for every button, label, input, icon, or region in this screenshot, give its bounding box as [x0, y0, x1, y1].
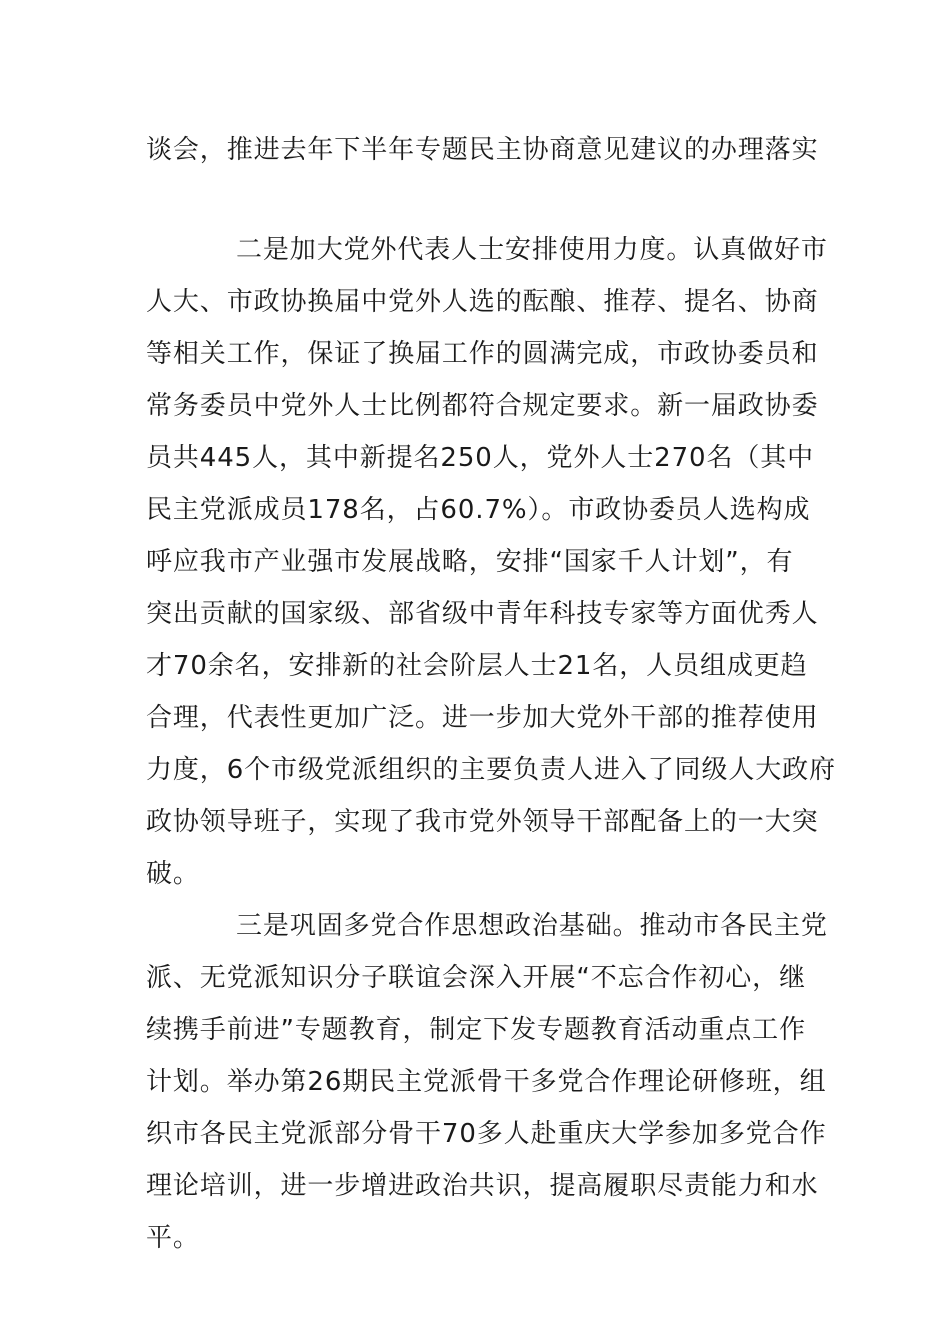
- text-line: 常务委员中党外人士比例都符合规定要求。新一届政协委: [146, 391, 819, 421]
- text-line: 突出贡献的国家级、部省级中青年科技专家等方面优秀人: [146, 599, 819, 629]
- text-line: 人大、市政协换届中党外人选的酝酿、推荐、提名、协商: [146, 287, 819, 317]
- text-line: 政协领导班子，实现了我市党外领导干部配备上的一大突: [146, 807, 819, 837]
- text-line: 破。: [146, 859, 200, 889]
- text-line: 理论培训，进一步增进政治共识，提高履职尽责能力和水: [146, 1171, 819, 1201]
- paragraph-2-first-line: 二是加大党外代表人士安排使用力度。认真做好市: [236, 235, 828, 265]
- text-line: 力度，6个市级党派组织的主要负责人进入了同级人大政府: [146, 755, 836, 785]
- text-line: 谈会，推进去年下半年专题民主协商意见建议的办理落实: [146, 135, 819, 165]
- text-line: 呼应我市产业强市发展战略，安排“国家千人计划”，有: [146, 547, 794, 577]
- text-line: 等相关工作，保证了换届工作的圆满完成，市政协委员和: [146, 339, 819, 369]
- text-line: 合理，代表性更加广泛。进一步加大党外干部的推荐使用: [146, 703, 819, 733]
- text-line: 才70余名，安排新的社会阶层人士21名，人员组成更趋: [146, 651, 808, 681]
- text-line: 派、无党派知识分子联谊会深入开展“不忘合作初心，继: [146, 963, 806, 993]
- text-line: 员共445人，其中新提名250人，党外人士270名（其中: [146, 443, 815, 473]
- text-line: 计划。举办第26期民主党派骨干多党合作理论研修班，组: [146, 1067, 827, 1097]
- paragraph-3-first-line: 三是巩固多党合作思想政治基础。推动市各民主党: [236, 911, 828, 941]
- text-line: 织市各民主党派部分骨干70多人赴重庆大学参加多党合作: [146, 1119, 827, 1149]
- text-line: 续携手前进”专题教育，制定下发专题教育活动重点工作: [146, 1015, 806, 1045]
- text-line: 民主党派成员178名，占60.7%）。市政协委员人选构成: [146, 495, 811, 525]
- text-line: 平。: [146, 1223, 200, 1253]
